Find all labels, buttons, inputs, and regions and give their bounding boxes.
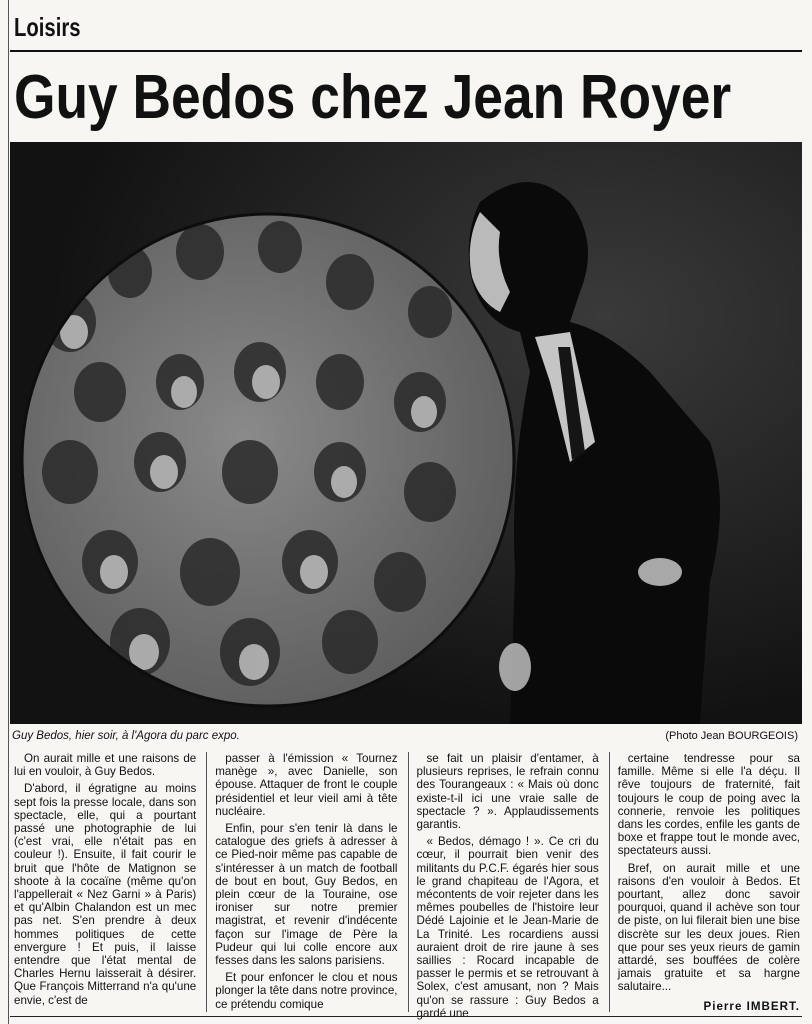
paragraph: Et pour enfoncer le clou et nous plonger la tête dans notre province, ce prétendu comique: [215, 971, 398, 1011]
paragraph: « Bedos, démago ! ». Ce cri du cœur, il pourrait bien venir des militants du P.C.F. égarés hier sous le grand chapiteau de l'Agora, et mécontents de voir rejeter dans les mêmes poubelles de l'histoire leur Dédé Lajoinie et le Jean-Marie de La Trinité. Les rocardiens aussi auraient droit de rire jaune à ses saillies : Rocard incapable de passer le permis et se retrouvant à Solex, c'est amusant, non ? Mais qu'on se rassure : Guy Bedos a gardé une: [416, 835, 599, 1020]
paragraph: D'abord, il égratigne au moins sept fois la presse locale, dans son spectacle, elle, qui a pourtant passé une photographie de lui (c'est vrai, elle n'était pas en couleur !). Ensuite, il fait courir le bruit que l'hôte de Matignon se shoote à la cocaïne (même qu'on l'appellerait « Nez Garni » à Paris) et qu'Albin Chalandon est un mec pas net. S'en prendre à deux hommes politiques de cette envergure ! Et puis, il laisse entendre que l'état mental de Charles Hernu laisserait à désirer. Que François Mitterrand n'a qu'une envie, c'est de: [14, 782, 197, 1007]
article-body: [14, 752, 800, 1020]
bottom-rule: [10, 1016, 802, 1017]
article-photo: [10, 142, 802, 724]
article-column-1: [14, 752, 196, 1012]
caption-subject: Guy Bedos: [12, 730, 69, 742]
paragraph: Bref, on aurait mille et une raisons d'en vouloir à Bedos. Et pourtant, allez donc savoir pourquoi, quand il achève son tour de piste, on lui filerait bien une bise discrète sur les deux joues. Rien que pour ses yeux rieurs de gamin attardé, ses bouffées de colère jamais gratuite et sa hargne salutaire...: [617, 861, 800, 994]
paragraph: Enfin, pour s'en tenir là dans le catalogue des griefs à adresser à ce Pied-noir même pas capable de s'intéresser à un match de football de bout en bout, Guy Bedos, en plein cœur de la Touraine, ose ironiser sur notre premier magistrat, et revenir d'indécente façon sur l'image de Père la Pudeur qui lui colle encore aux fesses dans les salons parisiens.: [215, 822, 398, 968]
paragraph: passer à l'émission « Tournez manège », avec Danielle, son épouse. Attaquer de front le couple présidentiel et leur vieil ami à tête nucléaire.: [215, 752, 398, 818]
paragraph: On aurait mille et une raisons de lui en vouloir, à Guy Bedos.: [14, 752, 197, 779]
paragraph: se fait un plaisir d'entamer, à plusieurs reprises, le refrain connu des Tourangeaux : « Mais où donc existe-t-il ici une vraie salle de spectacle ? ». Applaudissements garantis.: [416, 752, 599, 832]
author-signature: Pierre IMBERT.: [703, 999, 800, 1013]
paragraph: certaine tendresse pour sa famille. Même si elle l'a déçu. Il rêve toujours de fraternité, fait toujours le coup de poing avec la connerie, renvoie les politiques dans les cordes, enfile les gants de boxe et frappe tout le monde avec, spectateurs aussi.: [617, 752, 800, 858]
photo-caption: [12, 730, 240, 742]
section-rubric: Loisirs: [14, 12, 81, 42]
headline: Guy Bedos chez Jean Royer: [14, 63, 732, 132]
rubric-rule: [10, 50, 802, 52]
article-column-4: [609, 752, 800, 1012]
caption-rest: , hier soir, à l'Agora du parc expo.: [68, 730, 240, 742]
page-frame-left: [8, 0, 9, 1024]
article-column-3: [408, 752, 599, 1020]
article-column-2: [206, 752, 397, 1012]
photo-credit: (Photo Jean BOURGEOIS): [665, 730, 798, 742]
